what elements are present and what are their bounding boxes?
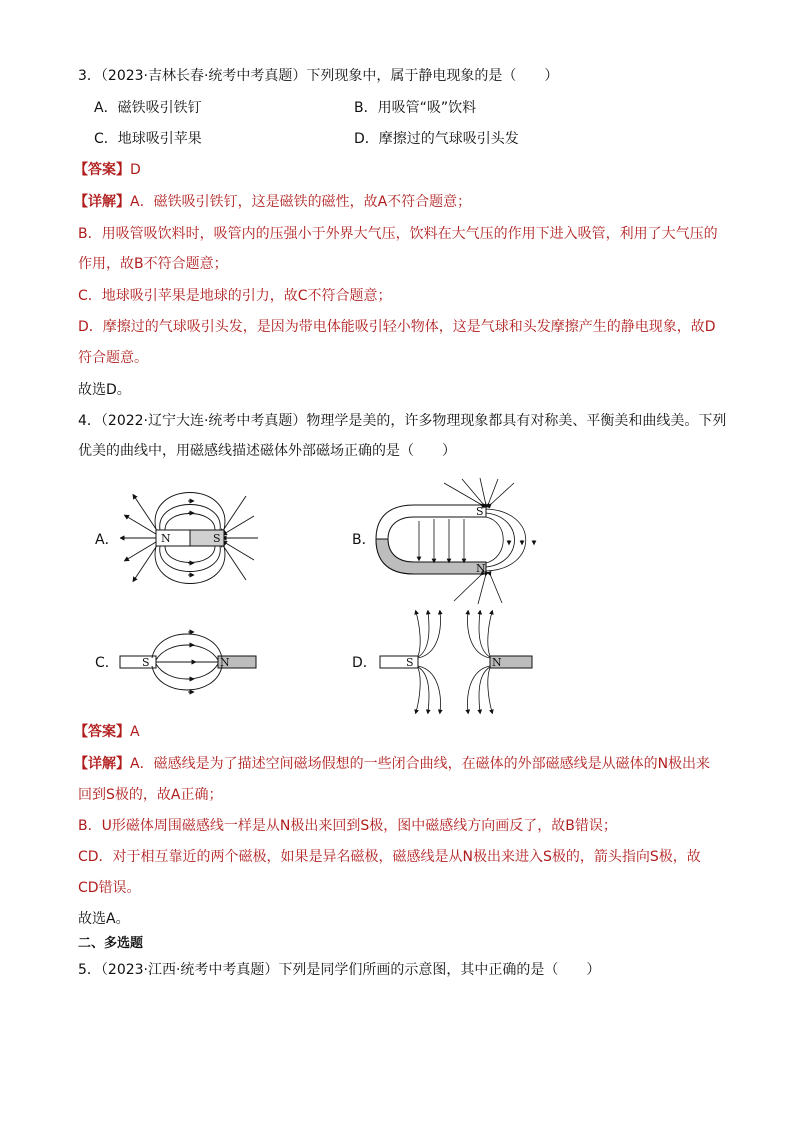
q3-detail-line-6: 符合题意。 [78,350,148,366]
diagram-d-pole-s: S [406,656,414,669]
q3-option-a: A．磁铁吸引铁钉 [94,100,202,116]
q3-conclusion: 故选D。 [78,382,131,398]
q3-detail-text-1: A．磁铁吸引铁钉，这是磁铁的磁性，故A不符合题意； [130,194,472,210]
q3-detail-line-4: C．地球吸引苹果是地球的引力，故C不符合题意； [78,288,392,304]
q3-answer [74,160,141,180]
diagram-c-pole-n: N [220,656,230,669]
q3-answer-label: 【答案】 [74,162,130,178]
q3-option-c: C．地球吸引苹果 [94,131,202,147]
q4-question-line-1: 4．（2022·辽宁大连·统考中考真题）物理学是美的，许多物理现象都具有对称美、平衡美和曲线美。下列 [78,413,727,429]
diagram-b-u-magnet [374,477,544,605]
diagram-a-pole-s: S [213,532,221,545]
diagram-c-opposite-poles [118,620,258,704]
q4-answer-value: A [130,724,140,740]
diagram-d-label: D． [352,655,377,671]
diagram-c-label: C． [95,655,119,671]
diagram-a-pole-n: N [161,532,171,545]
section-multiple-choice-title: 二、多选题 [78,936,144,951]
diagram-b-label: B． [352,532,376,548]
q3-detail-line-2: B．用吸管吸饮料时，吸管内的压强小于外界大气压，饮料在大气压的作用下进入吸管，利用了大气压的 [78,226,718,242]
q3-option-d: D．摩擦过的气球吸引头发 [354,131,519,147]
q4-detail-line-2: 回到S极的，故A正确； [78,787,223,803]
q4-question-line-2: 优美的曲线中，用磁感线描述磁体外部磁场正确的是（ ） [78,443,456,459]
q4-answer [74,722,140,742]
q3-answer-value: D [130,162,141,178]
diagram-c-pole-s: S [142,656,150,669]
q4-detail-label: 【详解】 [74,756,130,772]
diagram-d-pole-n: N [492,656,502,669]
q4-detail-line-5: CD错误。 [78,880,141,896]
q4-detail-line-3: B．U形磁体周围磁感线一样是从N极出来回到S极，图中磁感线方向画反了，故B错误； [78,818,617,834]
q4-detail-line-1 [74,754,710,774]
q3-detail-label: 【详解】 [74,194,130,210]
q3-detail-line-5: D．摩擦过的气球吸引头发，是因为带电体能吸引轻小物体，这是气球和头发摩擦产生的静电现象，故D [78,319,716,335]
q4-answer-label: 【答案】 [74,724,130,740]
q3-option-b: B．用吸管“吸”饮料 [354,100,477,116]
q5-question: 5．（2023·江西·统考中考真题）下列是同学们所画的示意图，其中正确的是（ ） [78,962,601,978]
q3-detail-line-1 [74,192,471,212]
q4-detail-line-4: CD．对于相互靠近的两个磁极，如果是异名磁极，磁感线是从N极出来进入S极的，箭头指向S极，故 [78,849,701,865]
diagram-a-label: A． [95,532,119,548]
diagram-d-facing-poles [378,610,534,714]
q4-conclusion: 故选A。 [78,911,130,927]
diagram-b-pole-s: S [476,505,484,518]
q3-detail-line-3: 作用，故B不符合题意； [78,256,228,272]
diagram-b-pole-n: N [476,562,486,575]
q3-question: 3．（2023·吉林长春·统考中考真题）下列现象中，属于静电现象的是（ ） [78,68,559,84]
diagram-a-bar-magnet [120,478,260,598]
q4-detail-text-1: A．磁感线是为了描述空间磁场假想的一些闭合曲线，在磁体的外部磁感线是从磁体的N极出来 [130,756,711,772]
